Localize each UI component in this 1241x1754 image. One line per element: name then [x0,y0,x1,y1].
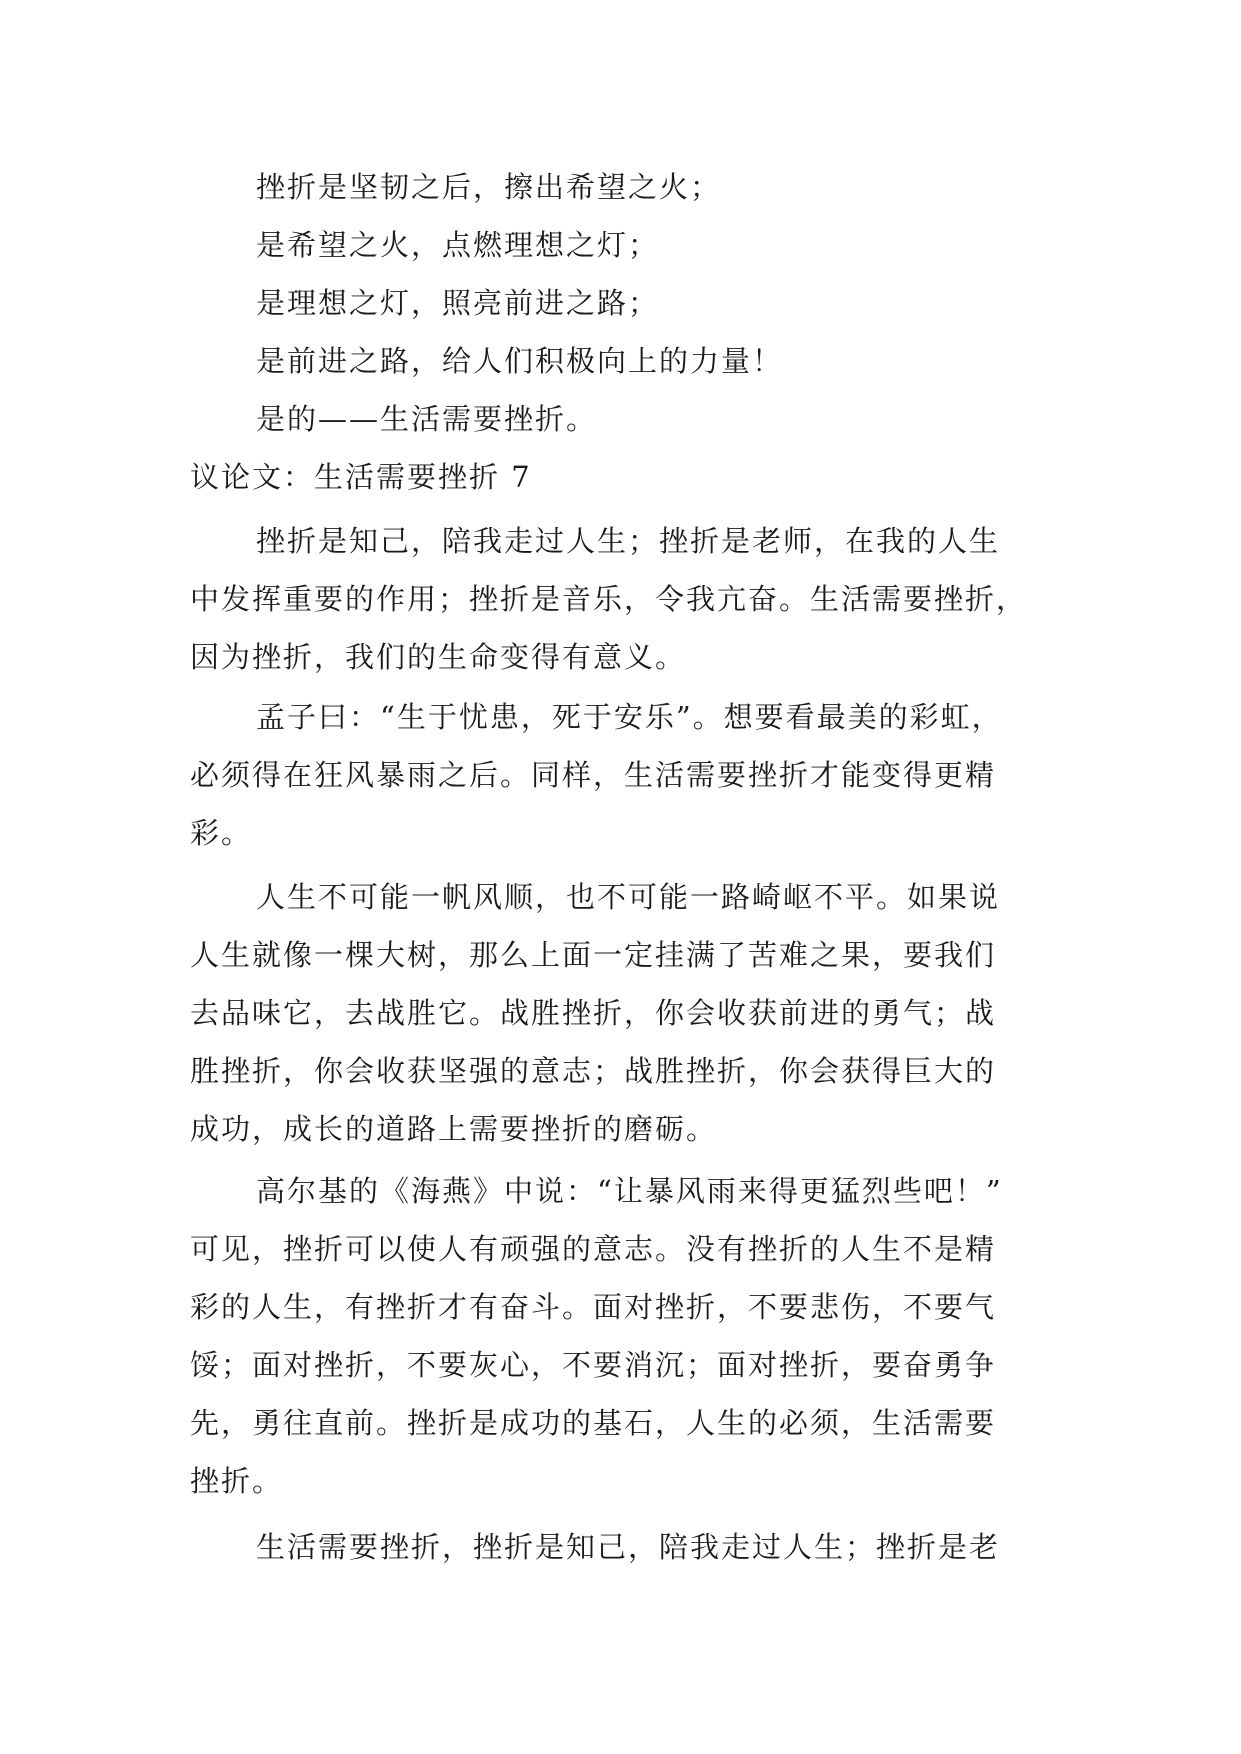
paragraph-line: 挫折。 [190,1464,284,1498]
poem-line: 是前进之路，给人们积极向上的力量！ [256,344,784,378]
paragraph-line: 彩。 [190,816,253,850]
paragraph-line: 生活需要挫折，挫折是知己，陪我走过人生；挫折是老 [256,1530,1001,1564]
poem-line: 是的——生活需要挫折。 [256,402,598,436]
paragraph-2 [190,688,1060,862]
poem-line: 是希望之火，点燃理想之灯； [256,228,660,262]
paragraph-1 [190,512,1060,686]
paragraph-line: 孟子曰：“生于忧患，死于安乐”。想要看最美的彩虹， [256,700,1003,734]
paragraph-line: 馁；面对挫折，不要灰心，不要消沉；面对挫折，要奋勇争 [190,1348,997,1382]
paragraph-line: 可见，挫折可以使人有顽强的意志。没有挫折的人生不是精 [190,1232,997,1266]
paragraph-line: 因为挫折，我们的生命变得有意义。 [190,640,687,674]
paragraph-line: 去品味它，去战胜它。战胜挫折，你会收获前进的勇气；战 [190,996,997,1030]
section-title-block [190,448,1060,506]
paragraph-4 [190,1162,1060,1510]
paragraph-line: 高尔基的《海燕》中说：“让暴风雨来得更猛烈些吧！” [256,1174,1003,1208]
paragraph-line: 中发挥重要的作用；挫折是音乐，令我亢奋。生活需要挫折， [190,582,1028,616]
paragraph-line: 人生就像一棵大树，那么上面一定挂满了苦难之果，要我们 [190,938,997,972]
paragraph-5 [190,1518,1060,1576]
paragraph-line: 人生不可能一帆风顺，也不可能一路崎岖不平。如果说 [256,880,1001,914]
poem-block [190,158,1060,448]
paragraph-line: 彩的人生，有挫折才有奋斗。面对挫折，不要悲伤，不要气 [190,1290,997,1324]
paragraph-line: 先，勇往直前。挫折是成功的基石，人生的必须，生活需要 [190,1406,997,1440]
paragraph-line: 胜挫折，你会收获坚强的意志；战胜挫折，你会获得巨大的 [190,1054,997,1088]
poem-line: 是理想之灯，照亮前进之路； [256,286,660,320]
paragraph-3 [190,868,1060,1158]
poem-line: 挫折是坚韧之后，擦出希望之火； [256,170,722,204]
paragraph-line: 必须得在狂风暴雨之后。同样，生活需要挫折才能变得更精 [190,758,997,792]
paragraph-line: 挫折是知己，陪我走过人生；挫折是老师，在我的人生 [256,524,1001,558]
section-title: 议论文：生活需要挫折 7 [190,460,532,494]
paragraph-line: 成功，成长的道路上需要挫折的磨砺。 [190,1112,718,1146]
